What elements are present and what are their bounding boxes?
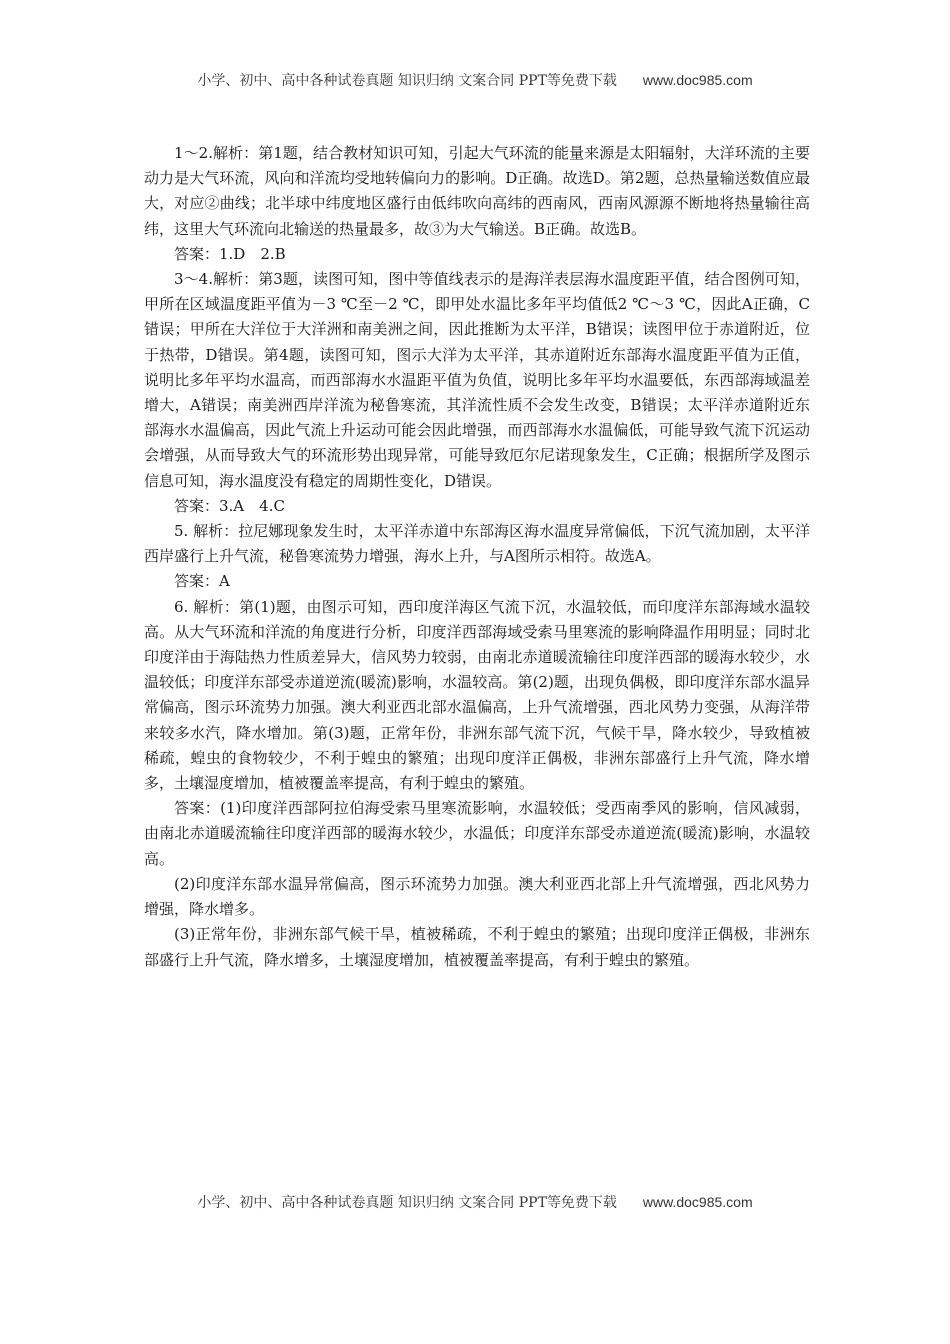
analysis-q6: 6. 解析：第(1)题，由图示可知，西印度洋海区气流下沉，水温较低，而印度洋东部海域水温较高。从大气环流和洋流的角度进行分析，印度洋西部海域受索马里寒流的影响降温作用明显；同时北印度洋由于海陆热力性质差异大，信风势力较弱，由南北赤道暖流输往印度洋西部的暖海水较少，水温较低；印度洋东部受赤道逆流(暖流)影响，水温较高。第(2)题，出现负偶极，即印度洋东部水温异常偏高，图示环流势力加强。澳大利亚西北部水温偏高，上升气流增强，西北风势力变强，从海洋带来较多水汽，降水增加。第(3)题，正常年份，非洲东部气流下沉，气候干旱，降水较少，导致植被稀疏，蝗虫的食物较少，不利于蝗虫的繁殖；出现印度洋正偶极，非洲东部盛行上升气流，降水增多，土壤湿度增加，植被覆盖率提高，有利于蝗虫的繁殖。 — [144, 597, 810, 793]
answer-q5: 答案：A — [174, 572, 230, 591]
answer-content — [144, 141, 810, 973]
analysis-q3-4: 3～4.解析：第3题，读图可知，图中等值线表示的是海洋表层海水温度距平值，结合图例可知，甲所在区域温度距平值为－3 ℃至－2 ℃，即甲处水温比多年平均值低2 ℃～3 ℃，因此A正确，C错误；甲所在大洋位于大洋洲和南美洲之间，因此推断为太平洋，B错误；读图甲位于赤道附近，位于热带，D错误。第4题，读图可知，图示大洋为太平洋，其赤道附近东部海水温度距平值为正值，说明比多年平均水温高，而西部海水水温距平值为负值，说明比多年平均水温要低，东西部海域温差增大，A错误；南美洲西岸洋流为秘鲁寒流，其洋流性质不会发生改变，B错误；太平洋赤道附近东部海水水温偏高，因此气流上升运动可能会因此增强，而西部海水水温偏低，可能导致气流下沉运动会增强，从而导致大气的环流形势出现异常，可能导致厄尔尼诺现象发生，C正确；根据所学及图示信息可知，海水温度没有稳定的周期性变化，D错误。 — [144, 270, 810, 490]
header-url-link[interactable]: www.doc985.com — [642, 72, 753, 88]
analysis-q5: 5. 解析：拉尼娜现象发生时，太平洋赤道中东部海区海水温度异常偏低，下沉气流加剧，太平洋西岸盛行上升气流，秘鲁寒流势力增强，海水上升，与A图所示相符。故选A。 — [144, 522, 810, 566]
page-footer — [0, 1192, 950, 1212]
answer-q1-2: 答案：1.D 2.B — [174, 244, 286, 263]
header-text: 小学、初中、高中各种试卷真题 知识归纳 文案合同 PPT等免费下载 — [197, 73, 617, 89]
answer-q3-4: 答案：3.A 4.C — [174, 496, 285, 515]
answer-q6-part3: (3)正常年份，非洲东部气候干旱，植被稀疏，不利于蝗虫的繁殖；出现印度洋正偶极，非洲东部盛行上升气流，降水增多，土壤湿度增加，植被覆盖率提高，有利于蝗虫的繁殖。 — [144, 925, 810, 969]
footer-text: 小学、初中、高中各种试卷真题 知识归纳 文案合同 PPT等免费下载 — [197, 1195, 617, 1211]
footer-url-link[interactable]: www.doc985.com — [642, 1194, 753, 1210]
answer-q6-part2: (2)印度洋东部水温异常偏高，图示环流势力加强。澳大利亚西北部上升气流增强，西北风势力增强，降水增多。 — [144, 874, 810, 919]
analysis-q1-2: 1～2.解析：第1题，结合教材知识可知，引起大气环流的能量来源是太阳辐射，大洋环流的主要动力是大气环流，风向和洋流均受地转偏向力的影响。D正确。故选D。第2题，总热量输送数值应最大，对应②曲线；北半球中纬度地区盛行由低纬吹向高纬的西南风，西南风源源不断地将热量输往高纬，这里大气环流向北输送的热量最多，故③为大气输送。B正确。故选B。 — [144, 144, 810, 238]
page-header — [0, 70, 950, 90]
answer-q6-part1: 答案：(1)印度洋西部阿拉伯海受索马里寒流影响，水温较低；受西南季风的影响，信风减弱，由南北赤道暖流输往印度洋西部的暖海水较少，水温低；印度洋东部受赤道逆流(暖流)影响，水温较高。 — [144, 799, 810, 868]
